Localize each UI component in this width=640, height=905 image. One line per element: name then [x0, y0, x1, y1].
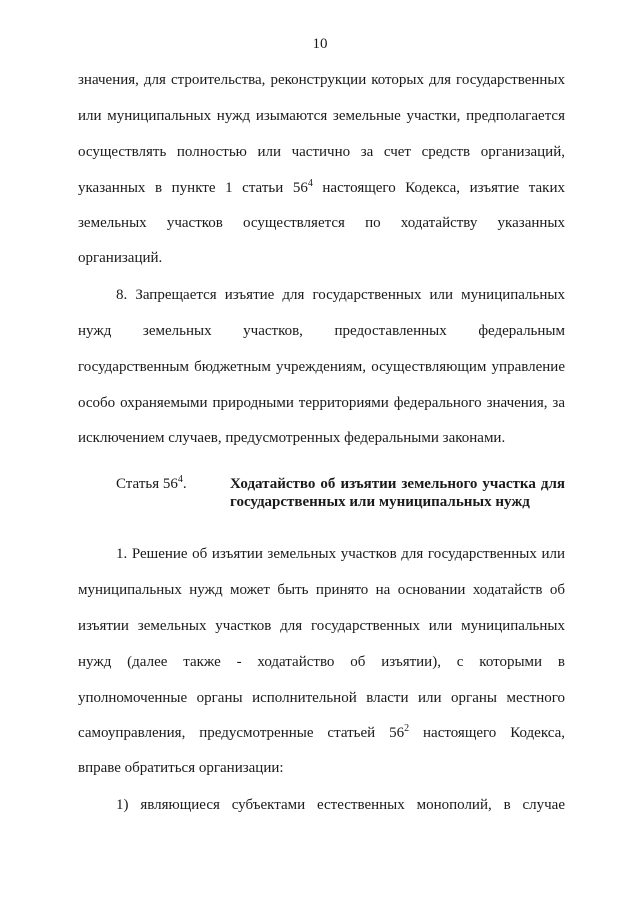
page-number: 10: [312, 36, 328, 52]
text-line: особо охраняемыми природными территориями федерального значения, за: [78, 395, 565, 411]
article-label: [116, 474, 226, 494]
paragraph-1-first-line: 1. Решение об изъятии земельных участков для государственных или: [116, 546, 565, 562]
list-item-1-first-line: 1) являющиеся субъектами естественных монополий, в случае: [116, 797, 565, 813]
text-line: исключением случаев, предусмотренных федеральными законами.: [78, 430, 506, 446]
article-label-dot: .: [182, 476, 187, 492]
text-line: значения, для строительства, реконструкции которых для государственных: [78, 72, 565, 88]
text-fragment: настоящего Кодекса, изъятие таких: [312, 180, 565, 196]
article-title-line: Ходатайство об изъятии земельного участка для: [230, 476, 565, 492]
text-line: уполномоченные органы исполнительной власти или органы местного: [78, 690, 565, 706]
superscript: 4: [177, 474, 183, 485]
text-line: организаций.: [78, 250, 163, 266]
text-line: муниципальных нужд может быть принято на основании ходатайств об: [78, 582, 565, 598]
text-fragment: самоуправления, предусмотренные статьей 56: [78, 725, 405, 741]
text-line: нужд (далее также - ходатайство об изъятии), с которыми в: [78, 654, 565, 670]
text-line: или муниципальных нужд изымаются земельные участки, предполагается: [78, 108, 565, 124]
text-line: осуществлять полностью или частично за счет средств организаций,: [78, 144, 565, 160]
paragraph-8-first-line: 8. Запрещается изъятие для государственных или муниципальных: [116, 287, 565, 303]
text-line: изъятии земельных участков для государственных или муниципальных: [78, 618, 565, 634]
text-line: государственным бюджетным учреждениям, осуществляющим управление: [78, 359, 565, 375]
text-line-with-reference: [78, 723, 565, 743]
article-label-text: Статья 56: [116, 476, 178, 492]
text-fragment: указанных в пункте 1 статьи 56: [78, 180, 308, 196]
text-line-with-reference: [78, 178, 565, 198]
text-line: нужд земельных участков, предоставленных федеральным: [78, 323, 565, 339]
superscript: 4: [307, 178, 313, 189]
superscript: 2: [404, 723, 410, 734]
text-fragment: настоящего Кодекса,: [409, 725, 565, 741]
article-title-line: государственных или муниципальных нужд: [230, 494, 530, 510]
text-line: земельных участков осуществляется по ходатайству указанных: [78, 215, 565, 231]
text-line: вправе обратиться организации:: [78, 760, 284, 776]
